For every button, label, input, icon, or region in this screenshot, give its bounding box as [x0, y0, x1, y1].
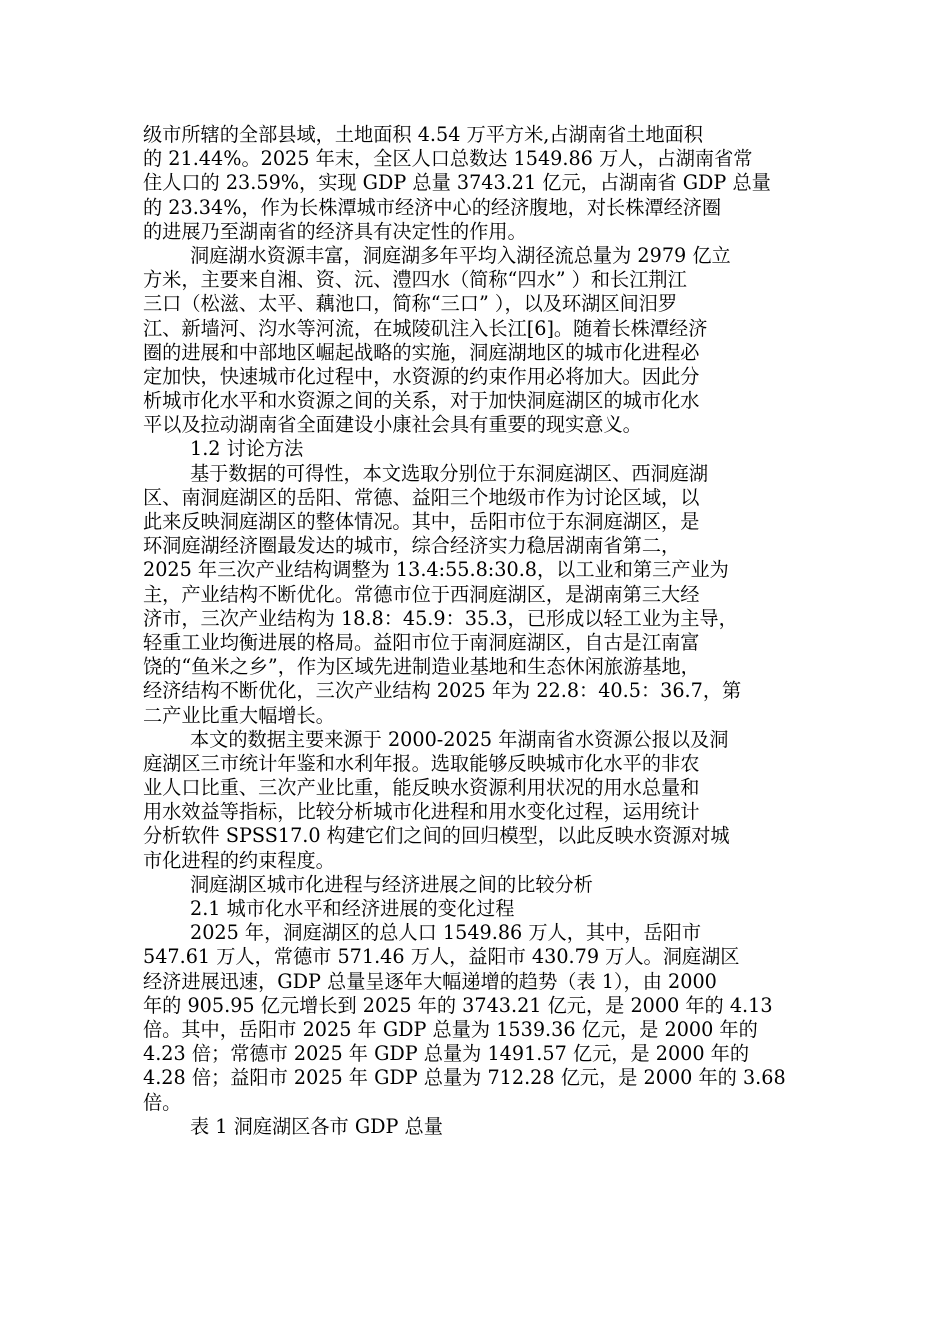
- text-line: 定加快，快速城市化过程中，水资源的约束作用必将加大。因此分: [143, 364, 700, 388]
- text-line: 经济结构不断优化，三次产业结构 2025 年为 22.8：40.5：36.7，第: [143, 679, 742, 703]
- text-line: 方米，主要来自湘、资、沅、澧四水（简称“四水” ）和长江荆江: [143, 268, 687, 292]
- text-line: 饶的“鱼米之乡”，作为区域先进制造业基地和生态休闲旅游基地，: [143, 655, 700, 679]
- text-line: 业人口比重、三次产业比重，能反映水资源利用状况的用水总量和: [143, 776, 700, 800]
- body-text: [143, 123, 808, 1139]
- text-line: 的 23.34%，作为长株潭城市经济中心的经济腹地，对长株潭经济圈: [143, 195, 722, 219]
- text-line: 级市所辖的全部县域，土地面积 4.54 万平方米,占湖南省土地面积: [143, 123, 703, 146]
- text-line: 此来反映洞庭湖区的整体情况。其中，岳阳市位于东洞庭湖区，是: [143, 510, 700, 533]
- text-line: 平以及拉动湖南省全面建设小康社会具有重要的现实意义。: [143, 413, 642, 437]
- text-line: 二产业比重大幅增长。: [143, 703, 335, 727]
- text-line: 本文的数据主要来源于 2000-2025 年湖南省水资源公报以及洞: [190, 727, 729, 751]
- text-line: 分析软件 SPSS17.0 构建它们之间的回归模型，以此反映水资源对城: [143, 824, 730, 848]
- text-line: 庭湖区三市统计年鉴和水利年报。选取能够反映城市化水平的非农: [143, 751, 700, 775]
- text-line: 1.2 讨论方法: [190, 437, 304, 461]
- text-line: 的 21.44%。2025 年末，全区人口总数达 1549.86 万人，占湖南省常: [143, 147, 753, 171]
- text-line: 住人口的 23.59%，实现 GDP 总量 3743.21 亿元，占湖南省 GDP 总量: [143, 171, 771, 195]
- text-line: 圈的进展和中部地区崛起战略的实施，洞庭湖地区的城市化进程必: [143, 340, 700, 364]
- text-line: 析城市化水平和水资源之间的关系，对于加快洞庭湖区的城市化水: [143, 389, 700, 413]
- text-line: 环洞庭湖经济圈最发达的城市，综合经济实力稳居湖南省第二，: [143, 534, 681, 558]
- text-line: 年的 905.95 亿元增长到 2025 年的 3743.21 亿元，是 2000 年的 4.13: [143, 993, 773, 1017]
- text-line: 市化进程的约束程度。: [143, 848, 335, 872]
- text-line: 轻重工业均衡进展的格局。益阳市位于南洞庭湖区，自古是江南富: [143, 630, 700, 654]
- text-line: 表 1 洞庭湖区各市 GDP 总量: [190, 1114, 443, 1138]
- text-line: 主，产业结构不断优化。常德市位于西洞庭湖区，是湖南第三大经: [143, 582, 700, 606]
- text-line: 济市，三次产业结构为 18.8：45.9：35.3，已形成以轻工业为主导，: [143, 606, 738, 630]
- text-line: 的进展乃至湖南省的经济具有决定性的作用。: [143, 219, 527, 243]
- text-line: 洞庭湖水资源丰富，洞庭湖多年平均入湖径流总量为 2979 亿立: [190, 243, 731, 267]
- text-line: 2025 年，洞庭湖区的总人口 1549.86 万人，其中，岳阳市: [190, 921, 702, 945]
- text-line: 用水效益等指标，比较分析城市化进程和用水变化过程，运用统计: [143, 800, 700, 824]
- text-line: 4.28 倍；益阳市 2025 年 GDP 总量为 712.28 亿元，是 2000 年的 3.68: [143, 1066, 786, 1090]
- text-line: 经济进展迅速，GDP 总量呈逐年大幅递增的趋势（表 1），由 2000: [143, 969, 717, 993]
- text-line: 2.1 城市化水平和经济进展的变化过程: [190, 897, 515, 920]
- text-line: 2025 年三次产业结构调整为 13.4:55.8:30.8，以工业和第三产业为: [143, 558, 729, 582]
- text-line: 倍。其中，岳阳市 2025 年 GDP 总量为 1539.36 亿元，是 2000 年的: [143, 1017, 758, 1041]
- text-line: 基于数据的可得性，本文选取分别位于东洞庭湖区、西洞庭湖: [190, 461, 709, 485]
- text-line: 区、南洞庭湖区的岳阳、常德、益阳三个地级市作为讨论区域，以: [143, 485, 700, 509]
- text-line: 倍。: [143, 1090, 182, 1114]
- text-line: 江、新墙河、汮水等河流，在城陵矶注入长江[6]。随着长株潭经济: [143, 316, 708, 340]
- text-line: 4.23 倍；常德市 2025 年 GDP 总量为 1491.57 亿元，是 2000 年的: [143, 1042, 750, 1066]
- text-line: 547.61 万人，常德市 571.46 万人，益阳市 430.79 万人。洞庭湖区: [143, 945, 740, 969]
- text-line: 洞庭湖区城市化进程与经济进展之间的比较分析: [190, 872, 593, 896]
- text-line: 三口（松滋、太平、藕池口，简称“三口” ），以及环湖区间汨罗: [143, 292, 678, 316]
